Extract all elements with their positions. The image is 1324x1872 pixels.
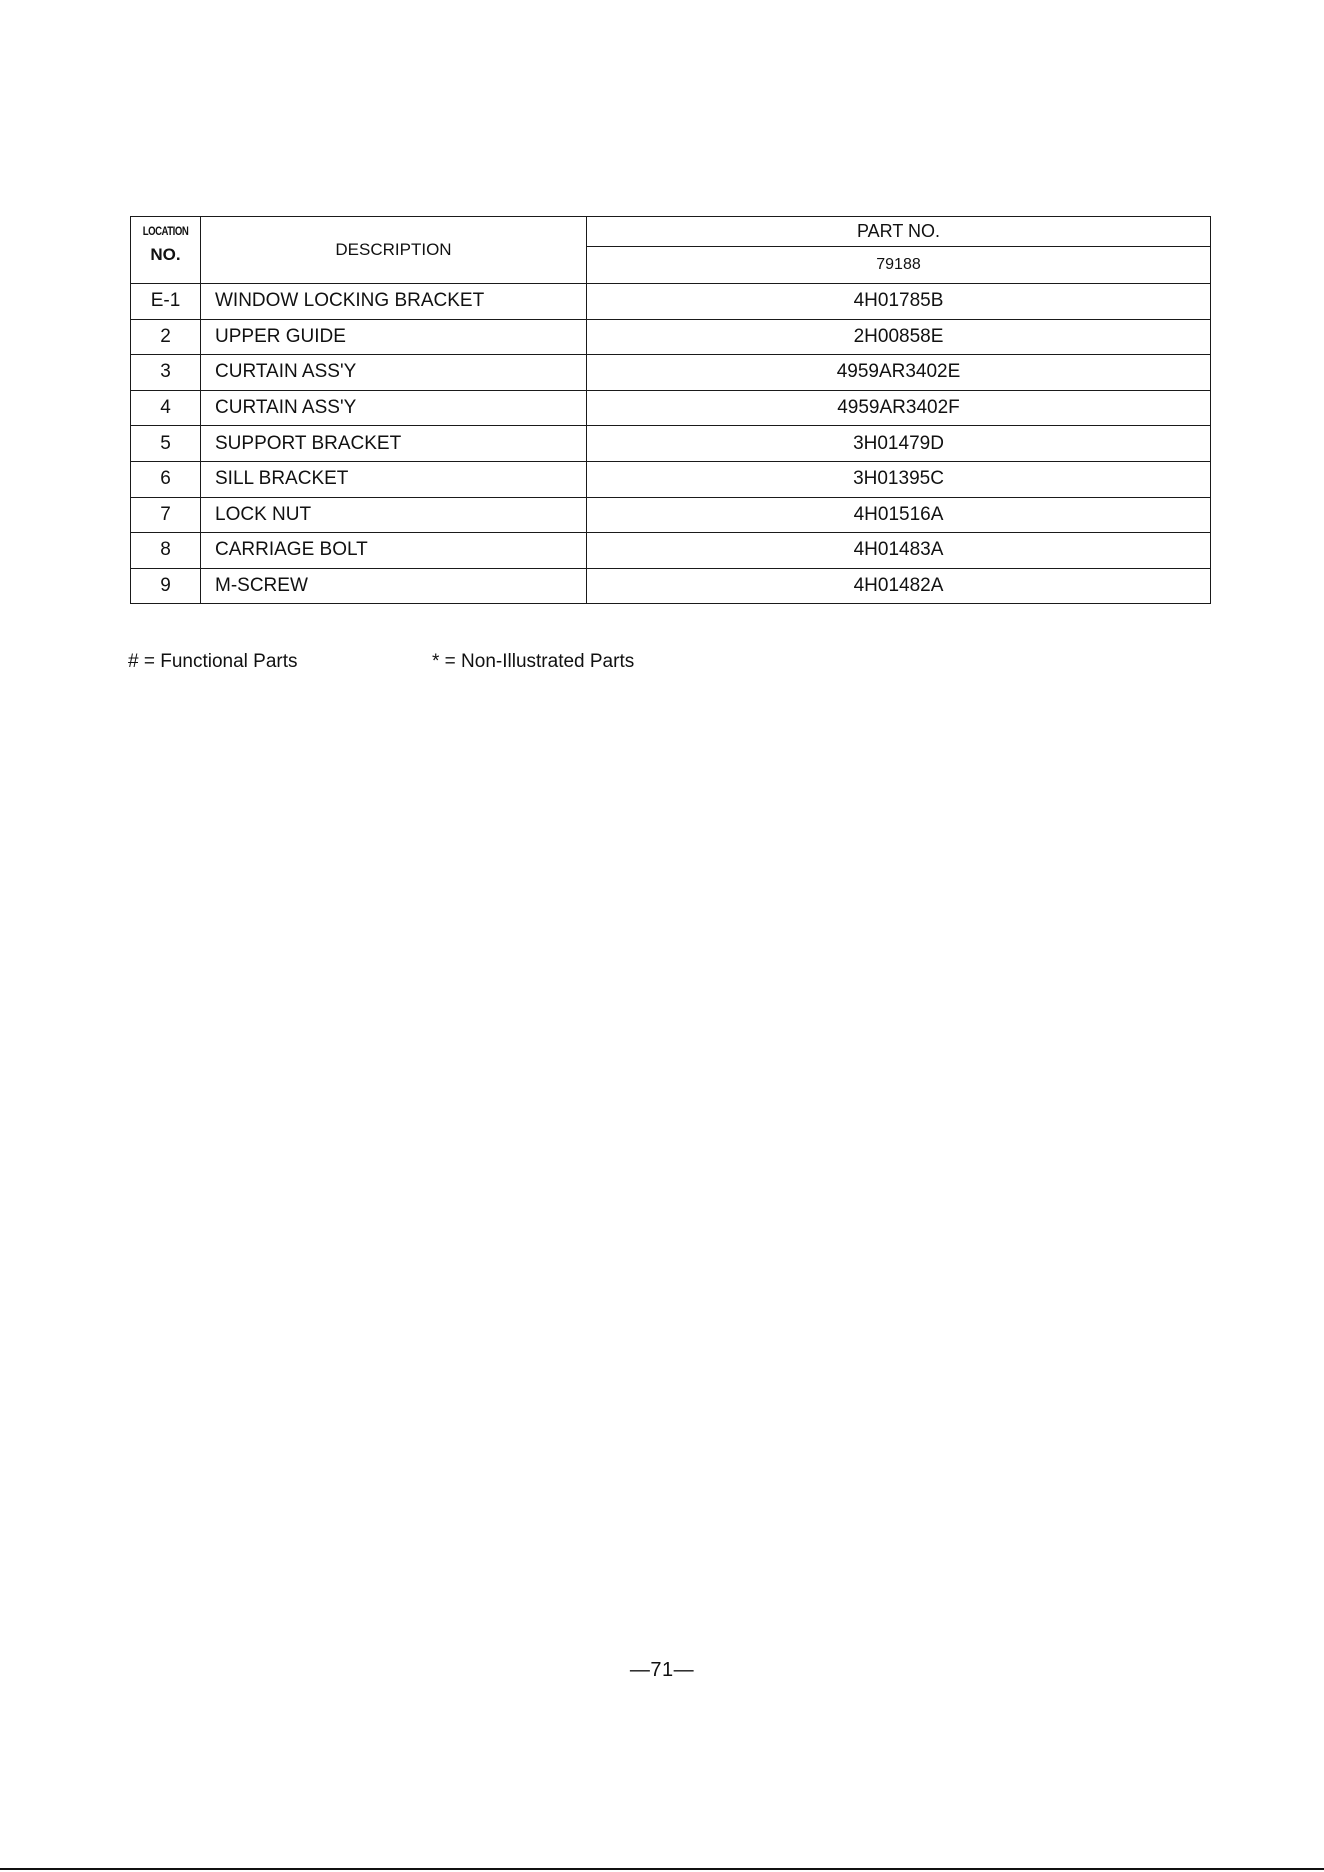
parts-table-body [131, 284, 1211, 604]
table-row [131, 533, 1211, 569]
header-row [131, 217, 1211, 247]
part-no-header: PART NO. [587, 217, 1211, 247]
table-row [131, 568, 1211, 604]
part-no-cell: 4H01482A [587, 568, 1211, 604]
part-no-cell: 4H01785B [587, 284, 1211, 320]
description-cell: UPPER GUIDE [201, 319, 587, 355]
description-cell: SUPPORT BRACKET [201, 426, 587, 462]
location-cell: 7 [131, 497, 201, 533]
description-cell: CURTAIN ASS'Y [201, 390, 587, 426]
page-number: —71— [629, 1659, 695, 1681]
part-no-cell: 3H01479D [587, 426, 1211, 462]
table-row [131, 461, 1211, 497]
description-cell: CARRIAGE BOLT [201, 533, 587, 569]
table-row [131, 426, 1211, 462]
location-cell: E-1 [131, 284, 201, 320]
legend-functional-parts: # = Functional Parts [128, 651, 298, 672]
location-cell: 6 [131, 461, 201, 497]
location-header-small: LOCATION [142, 224, 189, 239]
description-cell: CURTAIN ASS'Y [201, 355, 587, 391]
description-cell: SILL BRACKET [201, 461, 587, 497]
bottom-rule [0, 1868, 1324, 1870]
location-header [131, 217, 201, 284]
description-cell: M-SCREW [201, 568, 587, 604]
parts-table [130, 216, 1211, 604]
location-cell: 9 [131, 568, 201, 604]
description-cell: WINDOW LOCKING BRACKET [201, 284, 587, 320]
model-header: 79188 [587, 247, 1211, 284]
part-no-cell: 4959AR3402E [587, 355, 1211, 391]
location-cell: 2 [131, 319, 201, 355]
part-no-cell: 4959AR3402F [587, 390, 1211, 426]
location-header-big: NO. [150, 245, 181, 265]
part-no-cell: 2H00858E [587, 319, 1211, 355]
location-cell: 3 [131, 355, 201, 391]
table-row [131, 497, 1211, 533]
part-no-cell: 4H01516A [587, 497, 1211, 533]
legend-non-illustrated-parts: * = Non-Illustrated Parts [432, 651, 635, 672]
table-row [131, 355, 1211, 391]
description-header: DESCRIPTION [201, 217, 587, 284]
location-cell: 5 [131, 426, 201, 462]
table-row [131, 390, 1211, 426]
description-cell: LOCK NUT [201, 497, 587, 533]
location-cell: 8 [131, 533, 201, 569]
table-row [131, 319, 1211, 355]
part-no-cell: 3H01395C [587, 461, 1211, 497]
part-no-cell: 4H01483A [587, 533, 1211, 569]
location-cell: 4 [131, 390, 201, 426]
table-row [131, 284, 1211, 320]
